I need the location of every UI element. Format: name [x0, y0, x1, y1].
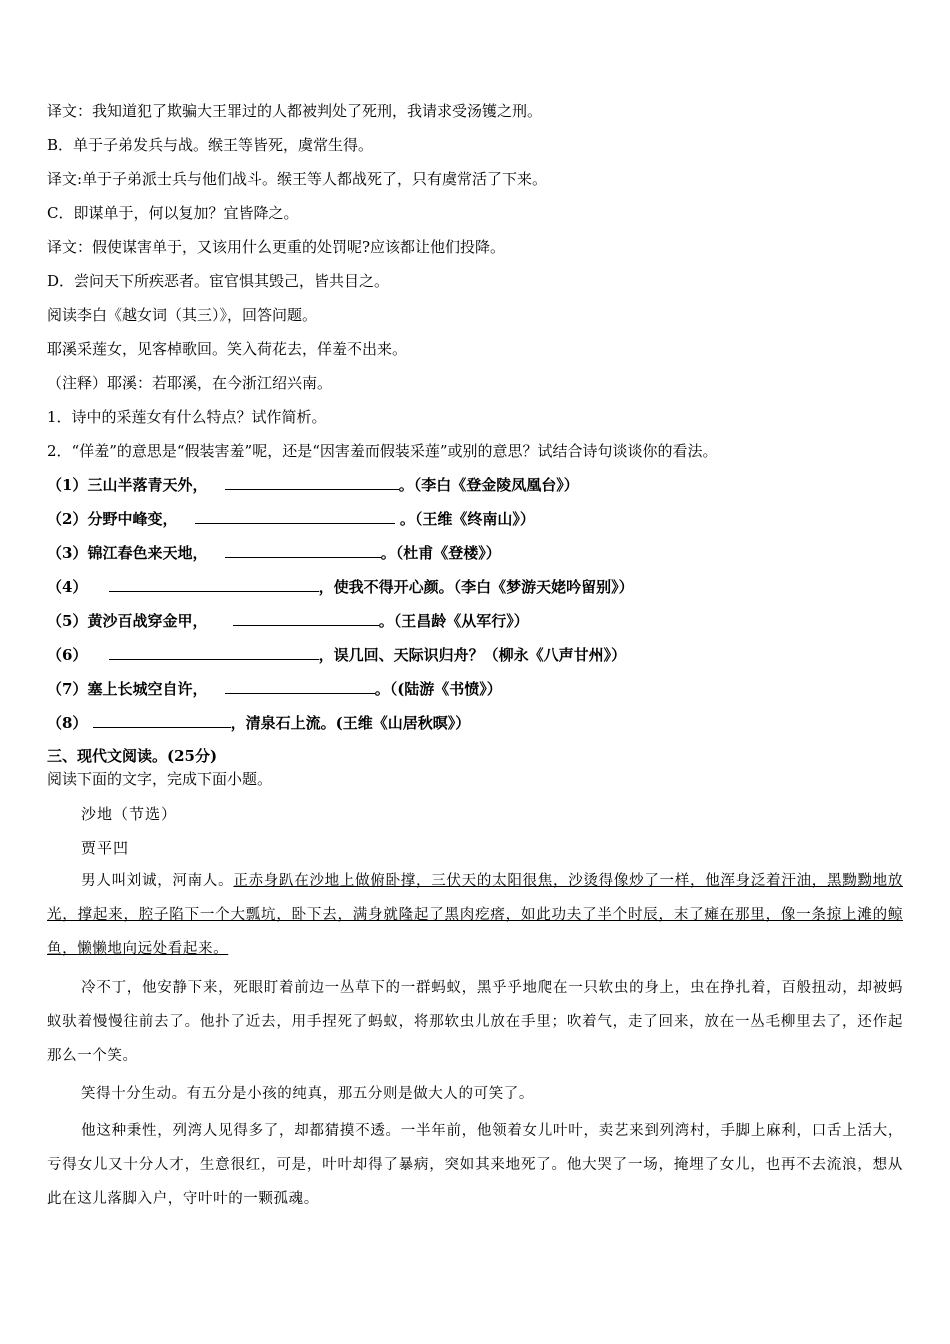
paragraph-text: 笑得十分生动。有五分是小孩的纯真，那五分则是做大人的可笑了。	[81, 1086, 534, 1102]
fill-prefix: 塞上长城空自许，	[87, 680, 208, 698]
fill-item-1	[47, 475, 579, 495]
question-2: 2．“佯羞”的意思是“假装害羞”呢，还是“因害羞而假装采莲”或别的意思？试结合诗句谈谈你的看法。	[47, 442, 718, 460]
story-paragraph-2	[47, 971, 903, 1073]
fill-item-5	[47, 611, 529, 631]
option-d: D．尝问天下所疾恶者。宦官惧其毁己，皆共目之。	[47, 272, 390, 290]
question-1: 1．诗中的采莲女有什么特点？试作简析。	[47, 408, 327, 426]
fill-item-3	[47, 543, 501, 563]
fill-prefix: 锦江春色来天地，	[87, 544, 208, 562]
fill-suffix: 。（杜甫《登楼》）	[380, 544, 501, 562]
poem-note: （注释）耶溪：若耶溪，在今浙江绍兴南。	[47, 374, 333, 392]
fill-suffix: 。（王昌龄《从军行》）	[378, 612, 529, 630]
answer-blank[interactable]	[93, 713, 231, 728]
translation-a: 译文：我知道犯了欺骗大王罪过的人都被判处了死刑，我请求受汤镬之刑。	[47, 102, 543, 120]
option-c: C．即谋单于，何以复加？宜皆降之。	[47, 204, 299, 222]
answer-blank[interactable]	[225, 543, 381, 558]
fill-suffix: 。（(陆游《书愤》）	[374, 680, 502, 698]
fill-number: （6）	[47, 646, 88, 664]
fill-item-2	[47, 509, 535, 529]
paragraph-text: 冷不丁，他安静下来，死眼盯着前边一丛草下的一群蚂蚁，黑乎乎地爬在一只软虫的身上，虫在挣扎着，百般扭动，却被蚂蚁驮着慢慢往前去了。他扑了近去，用手捏死了蚂蚁，将那软虫儿放在手里；吹着气，走了回来，放在一丛毛柳里去了，还作起那么一个笑。	[47, 980, 903, 1064]
fill-suffix: ，误几回、天际识归舟？（柳永《八声甘州》）	[318, 646, 627, 664]
story-paragraph-4	[47, 1114, 903, 1216]
story-paragraph-1	[47, 864, 903, 966]
fill-item-7	[47, 679, 502, 699]
answer-blank[interactable]	[225, 679, 375, 694]
section-instruction: 阅读下面的文字，完成下面小题。	[47, 770, 273, 788]
poem-instruction: 阅读李白《越女词（其三）》，回答问题。	[47, 306, 318, 324]
story-title: 沙地（节选）	[81, 805, 178, 823]
fill-number: （7）	[47, 680, 88, 698]
fill-suffix: ，使我不得开心颜。（李白《梦游天姥吟留别》）	[318, 578, 634, 596]
underlined-passage: 正赤身趴在沙地上做俯卧撑，三伏天的太阳很焦，沙烫得像炒了一样，他浑身泛着汗油，黑黝黝地放光，撑起来，腔子陷下一个大瓢坑，卧下去，满身就隆起了黑肉疙瘩，如此功夫了半个时辰，末了瘫在那里，像一条掠上滩的鲸鱼，懒懒地向远处看起来。	[47, 873, 903, 957]
answer-blank[interactable]	[109, 577, 319, 592]
fill-number: （2）	[47, 510, 88, 528]
story-paragraph-3	[47, 1077, 903, 1111]
fill-item-6	[47, 645, 626, 665]
translation-b: 译文:单于子弟派士兵与他们战斗。缑王等人都战死了，只有虞常活了下来。	[47, 170, 548, 188]
fill-suffix: 。（王维《终南山》）	[394, 510, 535, 528]
fill-number: （1）	[47, 476, 88, 494]
paragraph-text: 他这种秉性，列湾人见得多了，却都猜摸不透。一半年前，他领着女儿叶叶，卖艺来到列湾村，手脚上麻利，口舌上活大，亏得女儿又十分人才，生意很红，可是，叶叶却得了暴病，突如其来地死了。他大哭了一场，掩埋了女儿，也再不去流浪，想从此在这儿落脚入户，守叶叶的一颗孤魂。	[47, 1123, 903, 1207]
fill-number: （3）	[47, 544, 88, 562]
fill-prefix: 黄沙百战穿金甲，	[87, 612, 208, 630]
answer-blank[interactable]	[195, 509, 395, 524]
story-author: 贾平凹	[81, 839, 130, 857]
section-title: 三、现代文阅读。(25分)	[47, 747, 218, 765]
paragraph-lead: 男人叫刘诚，河南人。	[81, 873, 234, 889]
fill-suffix: ，清泉石上流。(王维《山居秋暝》）	[230, 714, 471, 732]
fill-item-4	[47, 577, 634, 597]
fill-number: （8）	[47, 714, 88, 732]
answer-blank[interactable]	[225, 475, 399, 490]
fill-number: （5）	[47, 612, 88, 630]
fill-prefix: 三山半落青天外，	[87, 476, 208, 494]
fill-item-8	[47, 713, 470, 733]
option-b: B．单于子弟发兵与战。缑王等皆死，虞常生得。	[47, 136, 374, 154]
fill-prefix: 分野中峰变，	[87, 510, 178, 528]
poem-text: 耶溪采莲女，见客棹歌回。笑入荷花去，佯羞不出来。	[47, 340, 408, 358]
answer-blank[interactable]	[109, 645, 319, 660]
fill-suffix: 。（李白《登金陵凤凰台》）	[398, 476, 579, 494]
translation-c: 译文：假使谋害单于，又该用什么更重的处罚呢?应该都让他们投降。	[47, 238, 506, 256]
fill-number: （4）	[47, 578, 88, 596]
answer-blank[interactable]	[233, 611, 379, 626]
